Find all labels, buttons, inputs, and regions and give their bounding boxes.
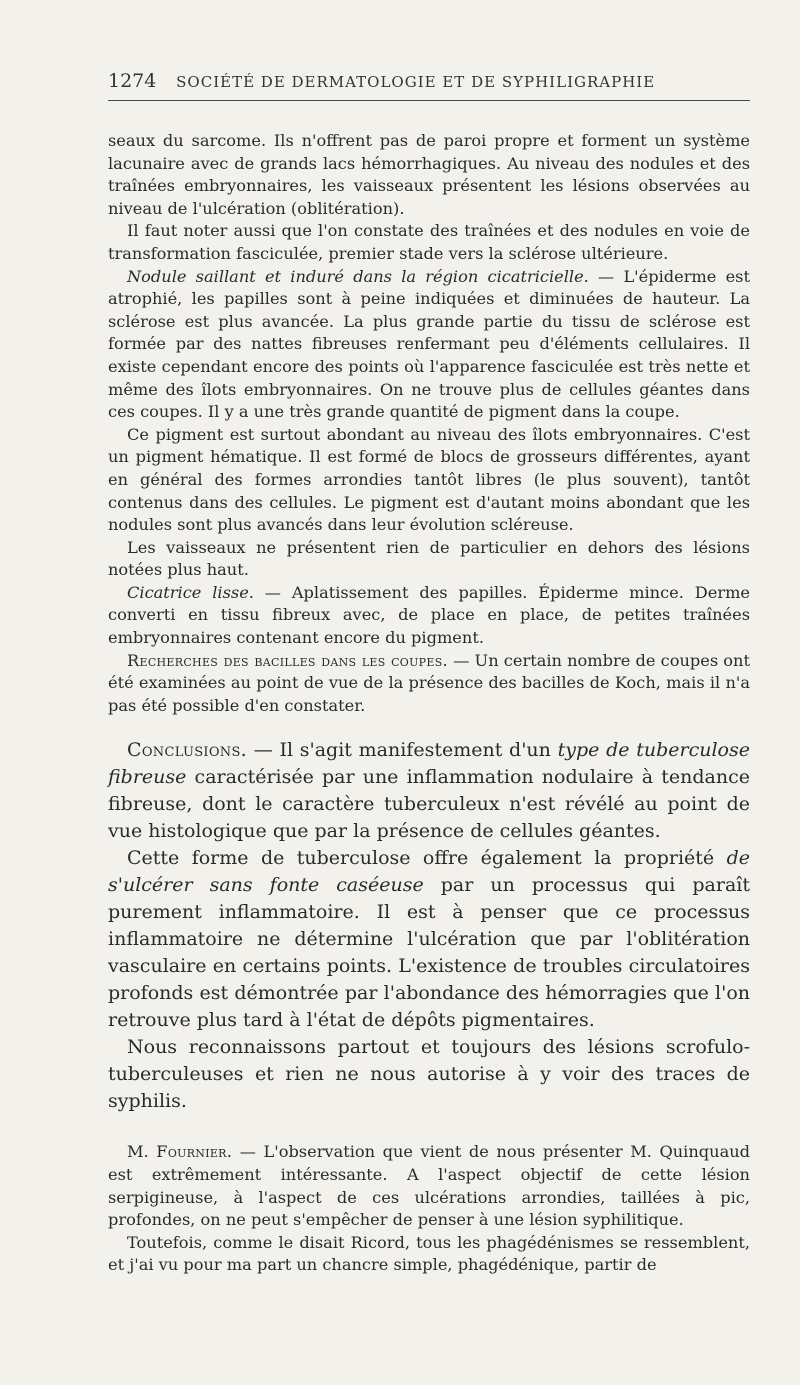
paragraph [108, 1034, 750, 1115]
paragraph [108, 424, 750, 537]
paragraph [108, 1141, 750, 1231]
paragraph-text: Cette forme de tuberculose offre également la propriété [127, 847, 727, 870]
paragraph [108, 1232, 750, 1277]
paragraph-text: caractérisée par une inflammation nodulaire à tendance fibreuse, dont le caractère tuberculeux n'est révélé au point de vue histologique que par la présence de cellules géantes. [108, 766, 750, 843]
paragraph-text: — Un certain nombre de coupes ont été examinées au point de vue de la présence des bacilles de Koch, mais il n'a pas été possible d'en constater. [108, 650, 750, 715]
paragraph-text: seaux du sarcome. Ils n'offrent pas de paroi propre et forment un système lacunaire avec de grands lacs hémorrhagiques. Au niveau des nodules et des traînées embryonnaires, les vaisseaux présentent les lésions observées au niveau de l'ulcération (oblitération). [108, 131, 750, 218]
paragraph-text: — Il s'agit manifestement d'un [247, 739, 558, 762]
paragraph-text: par un processus qui paraît purement inflammatoire. Il est à penser que ce processus inflammatoire ne détermine l'ulcération que par l'oblitération vasculaire en certains points. L'existence de troubles circulatoires profonds est démontrée par l'abondance des hémorragies que l'on retrouve plus tard à l'état de dépôts pigmentaires. [108, 874, 751, 1032]
histology-section [108, 130, 750, 717]
paragraph-text: — L'observation que vient de nous présenter M. Quinquaud est extrêmement intéressante. A l'aspect objectif de cette lésion serpigineuse, à l'aspect de ces ulcérations arrondies, taillées à pic, profondes, on ne peut s'empêcher de penser à une lésion syphilitique. [108, 1142, 751, 1230]
paragraph-lead: Nodule saillant et induré dans la région cicatricielle. [127, 266, 589, 286]
paragraph-text: M. [127, 1142, 157, 1162]
speaker-name: Fournier. [156, 1142, 233, 1162]
paragraph-lead: Cicatrice lisse. [127, 582, 254, 602]
emphasis: type de tuberculose fibreuse [108, 739, 750, 789]
paragraph [108, 266, 750, 424]
paragraph-text: — Aplatissement des papilles. Épiderme mince. Derme converti en tissu fibreux avec, de place en place, de petites traînées embryonnaires contenant encore du pigment. [108, 582, 750, 648]
paragraph [108, 220, 750, 265]
paragraph [108, 582, 750, 650]
paragraph [108, 537, 750, 582]
paragraph [108, 130, 750, 220]
paragraph-lead: Recherches des bacilles dans les coupes. [127, 650, 448, 670]
paragraph-text: Ce pigment est surtout abondant au niveau des îlots embryonnaires. C'est un pigment hématique. Il est formé de blocs de grosseurs différentes, ayant en général des formes arrondies tantôt libres (le plus souvent), tantôt contenus dans des cellules. Le pigment est d'autant moins abondant que les nodules sont plus avancés dans leur évolution scléreuse. [108, 424, 750, 535]
paragraph [108, 845, 750, 1034]
text-column [108, 130, 750, 1277]
emphasis: de s'ulcérer sans fonte caséeuse [108, 847, 750, 897]
journal-title: SOCIÉTÉ DE DERMATOLOGIE ET DE SYPHILIGRAPHIE [176, 73, 656, 91]
discussion-section [108, 1141, 750, 1277]
paragraph-text: Les vaisseaux ne présentent rien de particulier en dehors des lésions notées plus haut. [108, 537, 750, 580]
paragraph [108, 737, 750, 845]
running-head [108, 70, 750, 101]
paragraph-text: Toutefois, comme le disait Ricord, tous les phagédénismes se ressemblent, et j'ai vu pour ma part un chancre simple, phagédénique, partir de [108, 1232, 750, 1275]
paragraph [108, 650, 750, 718]
section-heading: Conclusions. [127, 739, 248, 762]
page-number: 1274 [108, 70, 157, 92]
paragraph-text: Il faut noter aussi que l'on constate des traînées et des nodules en voie de transformation fasciculée, premier stade vers la sclérose ultérieure. [108, 221, 750, 263]
conclusions-section [108, 737, 750, 1115]
paragraph-text: Nous reconnaissons partout et toujours des lésions scrofulo-tuberculeuses et rien ne nous autorise à y voir des traces de syphilis. [108, 1036, 750, 1113]
paragraph-text: — L'épiderme est atrophié, les papilles sont à peine indiquées et diminuées de hauteur. La sclérose est plus avancée. La plus grande partie du tissu de sclérose est formée par des nattes fibreuses renfermant peu d'éléments cellulaires. Il existe cependant encore des points où l'apparence fasciculée est très nette et même des îlots embryonnaires. On ne trouve plus de cellules géantes dans ces coupes. Il y a une très grande quantité de pigment dans la coupe. [108, 266, 750, 422]
